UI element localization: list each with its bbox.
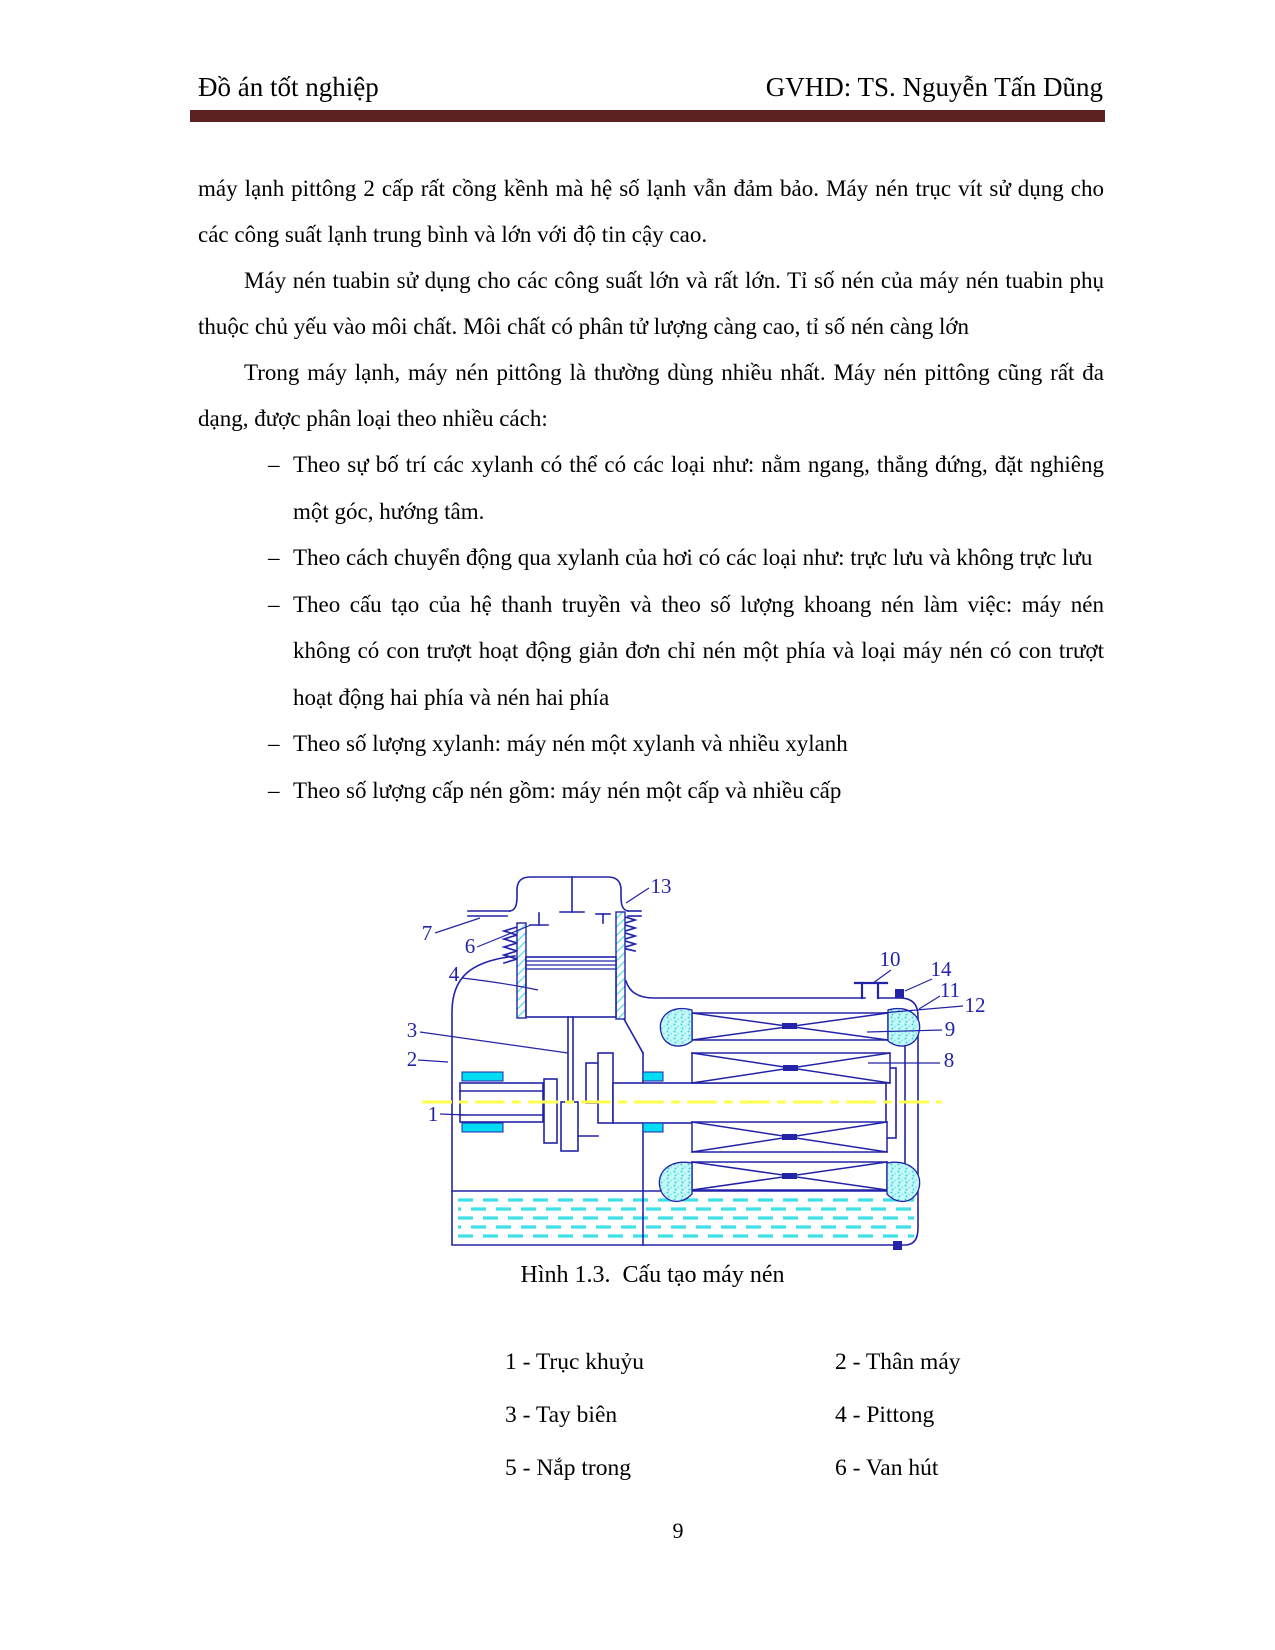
- part-label-3: 3: [406, 1018, 418, 1042]
- terminal-fitting: [855, 983, 887, 998]
- header-rule: [190, 110, 1105, 122]
- oil-sump: [458, 1200, 914, 1236]
- list-item: – Theo sự bố trí các xylanh có thể có các loại như: nằm ngang, thẳng đứng, đặt nghiêng một góc, hướng tâm.: [198, 442, 1104, 535]
- document-body: [198, 166, 1104, 814]
- figure-legend: [505, 1336, 1065, 1495]
- header-advisor: GVHD: TS. Nguyễn Tấn Dũng: [765, 72, 1103, 102]
- dash-marker: –: [268, 591, 280, 617]
- dash-marker: –: [268, 452, 280, 477]
- legend-item: 2 - Thân máy: [835, 1349, 961, 1375]
- compressor-diagram: [400, 820, 1000, 1255]
- part-label-13: 13: [650, 874, 672, 898]
- paragraph: máy lạnh pittông 2 cấp rất cồng kềnh mà hệ số lạnh vẫn đảm bảo. Máy nén trục vít sử dụng cho các công suất lạnh trung bình và lớn với độ tin cậy cao.: [198, 176, 1104, 247]
- part-label-6: 6: [464, 934, 476, 958]
- figure-caption: Hình 1.3. Cấu tạo máy nén: [520, 1262, 785, 1288]
- list-item: – Theo cấu tạo của hệ thanh truyền và theo số lượng khoang nén làm việc: máy nén không có con trượt hoạt động giản đơn chỉ nén một phía và loại máy nén có con trượt hoạt động hai phía và nén hai phía: [198, 582, 1104, 722]
- header-doc-title: Đồ án tốt nghiệp: [198, 72, 379, 102]
- list-item: – Theo số lượng cấp nén gồm: máy nén một cấp và nhiều cấp: [198, 768, 1104, 815]
- legend-item: 5 - Nắp trong: [505, 1455, 631, 1481]
- list-item: – Theo số lượng xylanh: máy nén một xylanh và nhiều xylanh: [198, 721, 1104, 768]
- part-label-4: 4: [448, 962, 460, 986]
- dash-marker: –: [268, 731, 280, 756]
- paragraph: Máy nén tuabin sử dụng cho các công suất lớn và rất lớn. Tỉ số nén của máy nén tuabin phụ thuộc chủ yếu vào môi chất. Môi chất có phân tử lượng càng cao, tỉ số nén càng lớn: [198, 268, 1104, 339]
- dash-marker: –: [268, 777, 280, 803]
- part-label-2: 2: [406, 1047, 418, 1071]
- legend-item: 1 - Trục khuỷu: [505, 1349, 645, 1375]
- part-label-1: 1: [427, 1102, 439, 1126]
- dash-marker: –: [268, 545, 280, 570]
- part-label-12: 12: [964, 993, 986, 1017]
- part-label-10: 10: [879, 947, 901, 971]
- classification-list: [198, 442, 1104, 814]
- page-number: 9: [672, 1518, 684, 1543]
- legend-item: 6 - Van hút: [835, 1455, 939, 1481]
- cylinder-wall-left: [517, 923, 526, 1018]
- part-label-14: 14: [930, 957, 952, 981]
- part-label-9: 9: [944, 1017, 956, 1041]
- drain-plug: [893, 1241, 902, 1250]
- paragraph: Trong máy lạnh, máy nén pittông là thường dùng nhiều nhất. Máy nén pittông cũng rất đa dạng, được phân loại theo nhiều cách:: [198, 360, 1104, 431]
- cylinder-head-dome: [468, 877, 641, 925]
- cylinder-wall-right: [616, 912, 625, 1019]
- block-transition: [624, 1019, 643, 1053]
- part-label-8: 8: [943, 1048, 955, 1072]
- legend-item: 4 - Pittong: [835, 1402, 935, 1428]
- legend-item: 3 - Tay biên: [505, 1402, 618, 1428]
- piston: [526, 957, 616, 1017]
- part-label-7: 7: [421, 921, 433, 945]
- casing-top-line: [626, 981, 865, 998]
- terminal-pin-14: [895, 989, 904, 998]
- list-item: – Theo cách chuyển động qua xylanh của hơi có các loại như: trực lưu và không trực lưu: [198, 535, 1104, 582]
- part-label-11: 11: [939, 978, 961, 1002]
